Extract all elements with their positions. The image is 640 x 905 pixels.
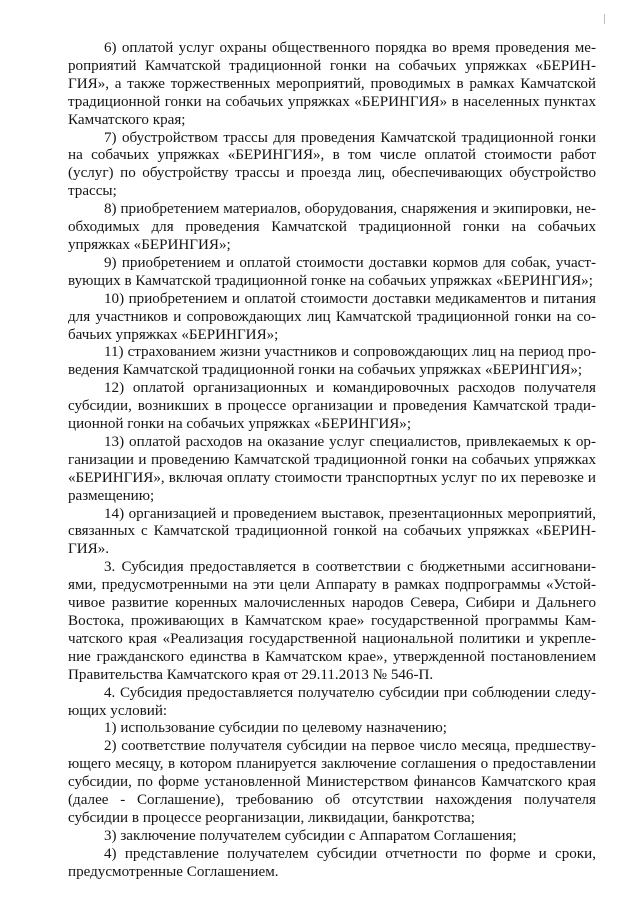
section-4: 4. Субсидия предоставляется получателю субсидии при соблюдении следующих условий:	[68, 684, 596, 719]
scan-mark	[604, 14, 605, 24]
list-item-11: 11) страхованием жизни участников и сопровождающих лиц на период проведения Камчатской традиционной гонки на собачьих упряжках «БЕРИНГИЯ»;	[68, 344, 596, 379]
list-item-8: 8) приобретением материалов, оборудования, снаряжения и экипировки, необходимых для проведения Камчатской традиционной гонки на собачьих упряжках «БЕРИНГИЯ»;	[68, 201, 596, 253]
condition-3: 3) заключение получателем субсидии с Аппаратом Соглашения;	[104, 827, 517, 844]
section-3: 3. Субсидия предоставляется в соответствии с бюджетными ассигнованиями, предусмотренными на эти цели Аппарату в рамках подпрограммы «Устойчивое развитие коренных малочисленных народов Севера, Сибири и Дальнего Востока, проживающих в Камчатском крае» государственной программы Камчатского края «Реализация государственной национальной политики и укрепление гражданского единства в Камчатском крае», утвержденной постановлением Правительства Камчатского края от 29.11.2013 № 546-П.	[68, 559, 596, 683]
condition-2: 2) соответствие получателя субсидии на первое число месяца, предшествующего месяцу, в котором планируется заключение соглашения о предоставлении субсидии, по форме установленной Министерством финансов Камчатского края (далее - Соглашение), требованию об отсутствии нахождения получателя субсидии в процессе реорганизации, ликвидации, банкротства;	[68, 738, 596, 826]
list-item-6: 6) оплатой услуг охраны общественного порядка во время проведения мероприятий Камчатской традиционной гонки на собачьих упряжках «БЕРИНГИЯ», а также торжественных мероприятий, проводимых в рамках Камчатской традиционной гонки на собачьих упряжках «БЕРИНГИЯ» в населенных пунктах Камчатского края;	[68, 40, 596, 128]
list-item-9: 9) приобретением и оплатой стоимости доставки кормов для собак, участвующих в Камчатской традиционной гонке на собачьих упряжках «БЕРИНГИЯ»;	[68, 254, 596, 289]
list-item-13: 13) оплатой расходов на оказание услуг специалистов, привлекаемых к организации и проведению Камчатской традиционной гонки на собачьих упряжках «БЕРИНГИЯ», включая оплату стоимости транспортных услуг по их перевозке и размещению;	[68, 433, 596, 504]
list-item-10: 10) приобретением и оплатой стоимости доставки медикаментов и питания для участников и сопровождающих лиц Камчатской традиционной гонки на собачьих упряжках «БЕРИНГИЯ»;	[68, 290, 596, 343]
list-item-12: 12) оплатой организационных и командировочных расходов получателя субсидии, возникших в процессе организации и проведения Камчатской традиционной гонки на собачьих упряжках «БЕРИНГИЯ»;	[68, 380, 596, 433]
document-page	[68, 40, 596, 882]
condition-4: 4) представление получателем субсидии отчетности по форме и сроки, предусмотренные Соглашением.	[68, 845, 596, 880]
condition-1: 1) использование субсидии по целевому назначению;	[104, 720, 447, 737]
list-item-7: 7) обустройством трассы для проведения Камчатской традиционной гонки на собачьих упряжках «БЕРИНГИЯ», в том числе оплатой стоимости работ (услуг) по обустройству трассы и проезда лиц, обеспечивающих обустройство трассы;	[68, 129, 596, 200]
list-item-14: 14) организацией и проведением выставок, презентационных мероприятий, связанных с Камчатской традиционной гонкой на собачьих упряжках «БЕРИНГИЯ».	[68, 505, 596, 558]
